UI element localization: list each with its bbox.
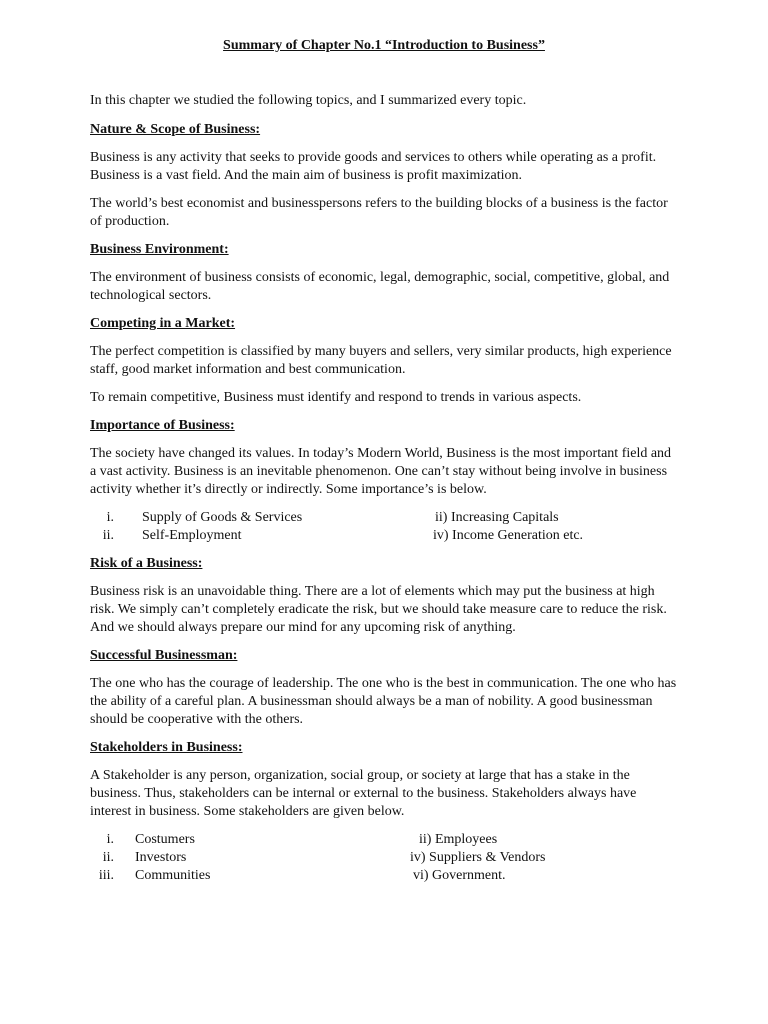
section-heading-importance: Importance of Business: <box>90 418 235 433</box>
section-heading-competing-market: Competing in a Market: <box>90 316 236 331</box>
list-text-right: ii) Employees <box>419 832 498 847</box>
list-number: i. <box>106 510 114 525</box>
list-number: iii. <box>98 868 114 883</box>
list-text: Supply of Goods & Services <box>142 510 303 525</box>
list-text: Investors <box>135 850 187 865</box>
paragraph: Business is any activity that seeks to provide goods and services to others while operating as a profit. Business is a vast field. And the main aim of business is profit maximization. <box>90 150 657 183</box>
stakeholders-list <box>90 831 680 885</box>
list-item <box>90 849 680 867</box>
paragraph: A Stakeholder is any person, organization, social group, or society at large that has a stake in the business. Thus, stakeholders can be internal or external to the business. Stakeholders always have interest in business. Some stakeholders are given below. <box>90 768 637 819</box>
document-title: Summary of Chapter No.1 “Introduction to Business” <box>223 38 545 53</box>
section-heading-successful-businessman: Successful Businessman: <box>90 648 238 663</box>
list-number: i. <box>106 832 114 847</box>
list-item <box>90 527 680 545</box>
paragraph: The world’s best economist and businesspersons refers to the building blocks of a business is the factor of production. <box>90 196 668 229</box>
list-number: ii. <box>102 528 114 543</box>
paragraph: The perfect competition is classified by many buyers and sellers, very similar products, high experience staff, good market information and best communication. <box>90 344 672 377</box>
importance-list <box>90 509 680 545</box>
list-text-right: ii) Increasing Capitals <box>435 510 559 525</box>
intro-paragraph: In this chapter we studied the following topics, and I summarized every topic. <box>90 93 527 108</box>
list-item <box>90 509 680 527</box>
list-text-right: vi) Government. <box>413 868 506 883</box>
list-text: Communities <box>135 868 211 883</box>
list-text: Costumers <box>135 832 195 847</box>
document-body <box>90 92 680 895</box>
paragraph: The society have changed its values. In today’s Modern World, Business is the most important field and a vast activity. Business is an inevitable phenomenon. One can’t stay without being involve in business activity whether it’s directly or indirectly. Some importance’s is below. <box>90 446 672 497</box>
list-text-right: iv) Suppliers & Vendors <box>410 850 546 865</box>
list-item <box>90 831 680 849</box>
paragraph: Business risk is an unavoidable thing. There are a lot of elements which may put the business at high risk. We simply can’t completely eradicate the risk, but we should take measure care to reduce the risk. And we should always prepare our mind for any upcoming risk of anything. <box>90 584 667 635</box>
list-number: ii. <box>102 850 114 865</box>
section-heading-risk: Risk of a Business: <box>90 556 203 571</box>
paragraph: The one who has the courage of leadership. The one who is the best in communication. The one who has the ability of a careful plan. A businessman should always be a man of nobility. A good businessman should be cooperative with the others. <box>90 676 677 727</box>
list-item <box>90 867 680 885</box>
section-heading-nature-scope: Nature & Scope of Business: <box>90 122 261 137</box>
section-heading-stakeholders: Stakeholders in Business: <box>90 740 243 755</box>
list-text-right: iv) Income Generation etc. <box>433 528 584 543</box>
list-text: Self-Employment <box>142 528 242 543</box>
paragraph: To remain competitive, Business must identify and respond to trends in various aspects. <box>90 390 582 405</box>
paragraph: The environment of business consists of economic, legal, demographic, social, competitive, global, and technological sectors. <box>90 270 670 303</box>
section-heading-business-environment: Business Environment: <box>90 242 229 257</box>
